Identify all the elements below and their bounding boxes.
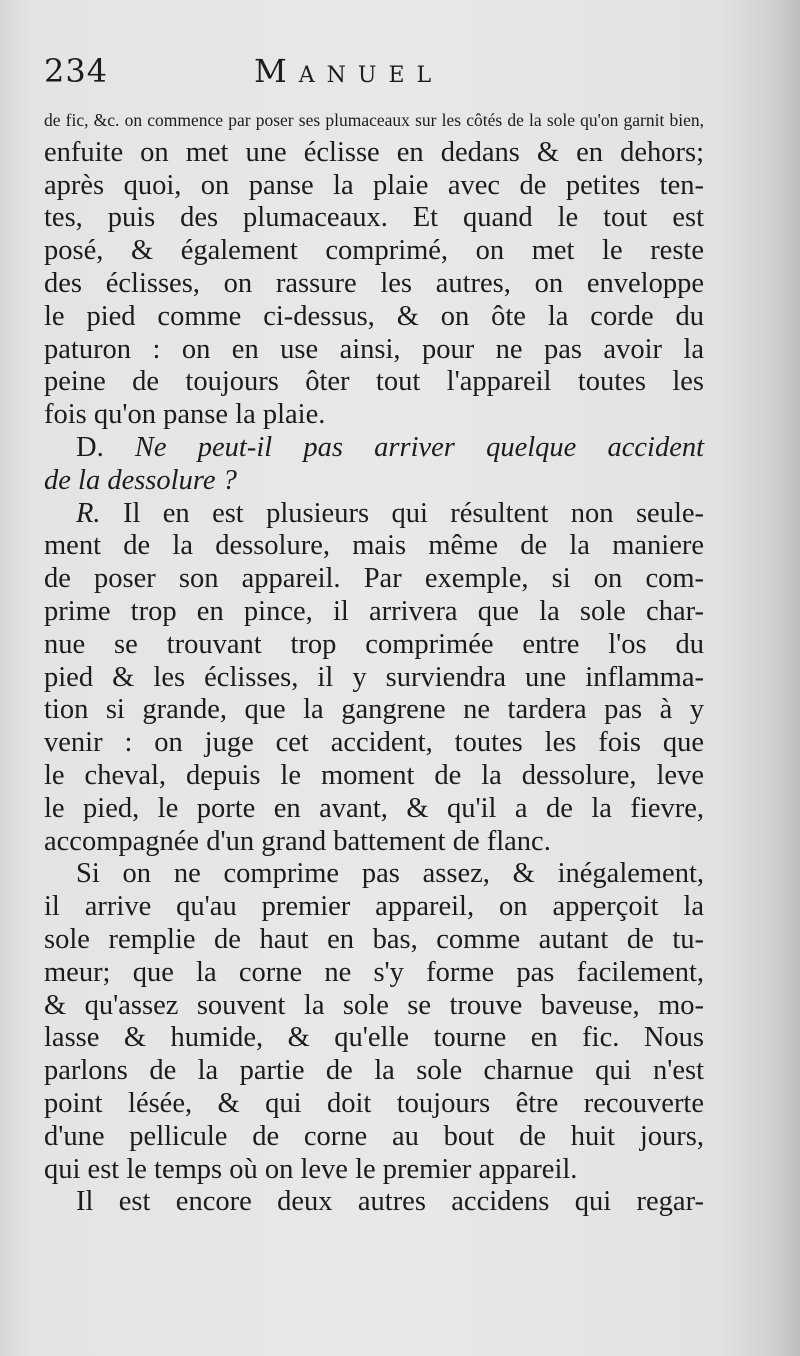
text-line: accompagnée d'un grand battement de flanc. bbox=[44, 825, 551, 857]
text-line: posé, & également comprimé, on met le reste bbox=[44, 235, 704, 267]
text-line: de poser son appareil. Par exemple, si on com- bbox=[44, 563, 704, 595]
text-line: enfuite on met une éclisse en dedans & en dehors; bbox=[44, 136, 704, 168]
text-line: lasse & humide, & qu'elle tourne en fic. Nous bbox=[44, 1022, 704, 1054]
text-line: le pied, le porte en avant, & qu'il a de la fievre, bbox=[44, 792, 704, 824]
text-line: sole remplie de haut en bas, comme autant de tu- bbox=[44, 923, 704, 955]
text-line: fois qu'on panse la plaie. bbox=[44, 399, 326, 431]
text-line: nue se trouvant trop comprimée entre l'os du bbox=[44, 628, 704, 660]
running-head: Manuel bbox=[254, 52, 444, 90]
text-line: il arrive qu'au premier appareil, on apperçoit la bbox=[44, 891, 704, 923]
paragraph-5 bbox=[44, 1186, 704, 1219]
text-line: tion si grande, que la gangrene ne tardera pas à y bbox=[44, 694, 704, 726]
question-mark: D. bbox=[76, 431, 104, 463]
text-line: point lésée, & qui doit toujours être recouverte bbox=[44, 1087, 704, 1119]
paragraph-4 bbox=[44, 858, 704, 1186]
text-line: Si on ne comprime pas assez, & inégalement, bbox=[76, 858, 704, 890]
text-line: paturon : on en use ainsi, pour ne pas avoir la bbox=[44, 333, 704, 365]
text-line: peine de toujours ôter tout l'appareil toutes les bbox=[44, 366, 704, 398]
text-line: de fic, &c. on commence par poser ses plumaceaux sur les côtés de la sole qu'on garnit bien, bbox=[44, 110, 704, 130]
text-line: ment de la dessolure, mais même de la maniere bbox=[44, 530, 704, 562]
text-line: des éclisses, on rassure les autres, on enveloppe bbox=[44, 267, 704, 299]
text-line: parlons de la partie de la sole charnue qui n'est bbox=[44, 1055, 704, 1087]
answer-paragraph bbox=[44, 498, 704, 859]
text-line: & qu'assez souvent la sole se trouve baveuse, mo- bbox=[44, 989, 704, 1021]
text-line: venir : on juge cet accident, toutes les fois que bbox=[44, 727, 704, 759]
paragraph-1 bbox=[44, 104, 704, 432]
text-line: tes, puis des plumaceaux. Et quand le tout est bbox=[44, 202, 704, 234]
question-text: Ne peut-il pas arriver quelque accident bbox=[134, 431, 705, 463]
answer-mark: R. bbox=[76, 497, 101, 529]
text-line: le cheval, depuis le moment de la dessolure, leve bbox=[44, 759, 704, 791]
text-line: meur; que la corne ne s'y forme pas facilement, bbox=[44, 956, 704, 988]
question-paragraph bbox=[44, 432, 704, 498]
text-line: de la dessolure ? bbox=[44, 464, 237, 496]
page-header bbox=[44, 52, 704, 100]
text-line: qui est le temps où on leve le premier appareil. bbox=[44, 1153, 578, 1185]
answer-text: Il en est plusieurs qui résultent non seule- bbox=[122, 497, 704, 529]
body-text bbox=[44, 104, 704, 1219]
text-line: après quoi, on panse la plaie avec de petites ten- bbox=[44, 169, 704, 201]
text-line bbox=[44, 498, 704, 531]
text-line: pied & les éclisses, il y surviendra une inflamma- bbox=[44, 661, 704, 693]
text-line: prime trop en pince, il arrivera que la sole char- bbox=[44, 595, 704, 627]
text-line: le pied comme ci-dessus, & on ôte la corde du bbox=[44, 300, 704, 332]
page-number: 234 bbox=[44, 52, 109, 90]
text-line: Il est encore deux autres accidens qui regar- bbox=[76, 1186, 704, 1218]
text-line: d'une pellicule de corne au bout de huit jours, bbox=[44, 1120, 704, 1152]
text-line bbox=[44, 432, 704, 465]
